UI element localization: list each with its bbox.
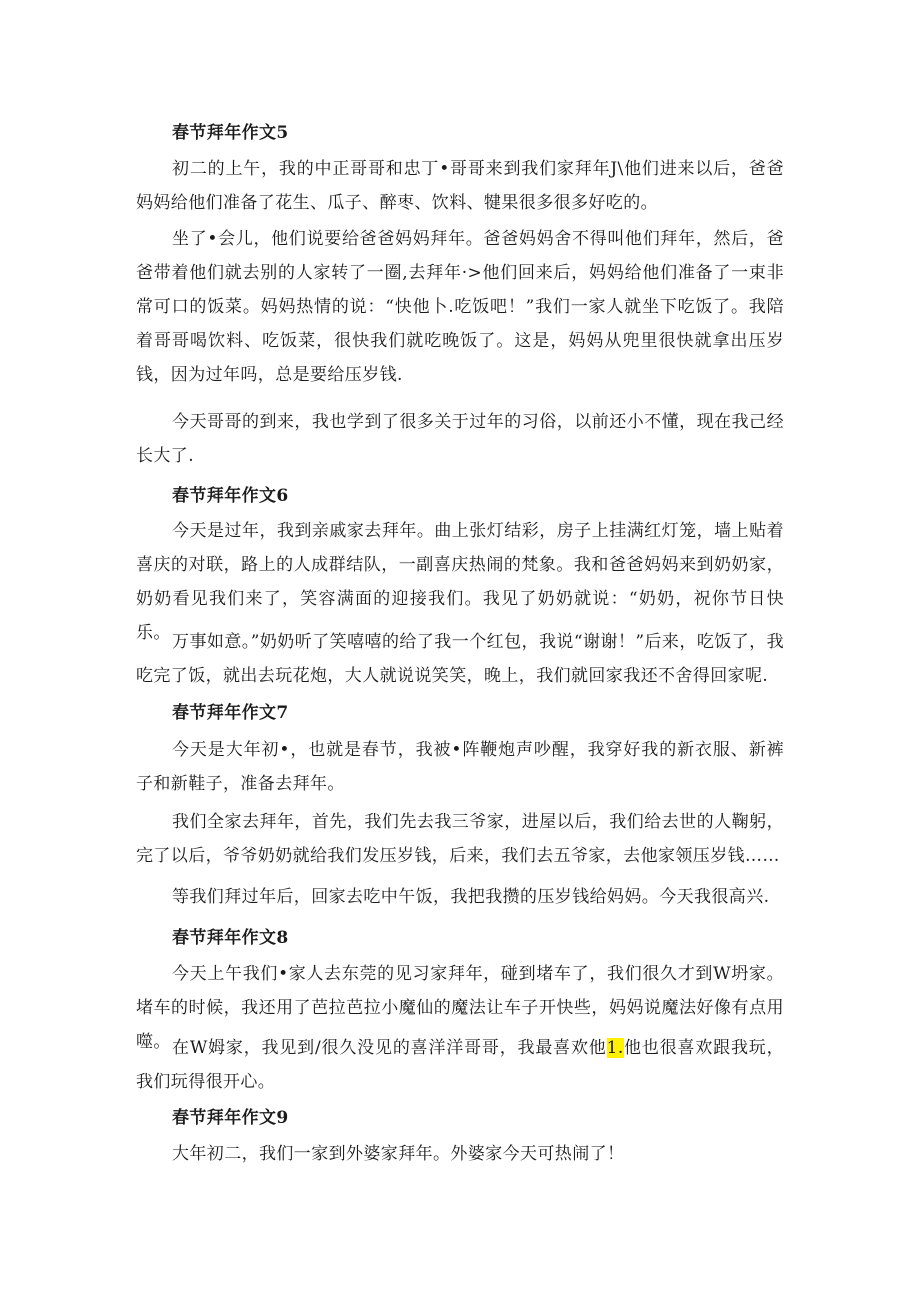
paragraph: 今天是大年初•，也就是春节，我被•阵鞭炮声吵醒，我穿好我的新衣服、新裤子和新鞋子，准备去拜年。 (136, 740, 784, 794)
paragraph (136, 1031, 784, 1099)
section-heading: 春节拜年作文6 (172, 486, 289, 506)
paragraph: 今天上午我们•家人去东莞的见习家拜年，碰到堵车了，我们很久才到W坍家。堵车的时候，我还用了芭拉芭拉小魔仙的魔法让车子开快些，妈妈说魔法好像有点用噬。 (136, 964, 784, 1052)
section-heading: 春节拜年作文5 (172, 123, 289, 143)
paragraph-text: 在W姆家，我见到/很久没见的喜洋洋哥哥，我最喜欢他 (172, 1038, 607, 1058)
paragraph: 今天是过年，我到亲戚家去拜年。曲上张灯结彩，房子上挂满红灯笼，墙上贴着喜庆的对联，路上的人成群结队，一副喜庆热闹的梵象。我和爸爸妈妈来到奶奶家，奶奶看见我们来了，笑容满面的迎接我们。我见了奶奶就说：“奶奶，祝你节日快乐。 (136, 521, 784, 643)
paragraph: 我们全家去拜年，首先，我们先去我三爷家，进屋以后，我们给去世的人鞠躬，完了以后，爷爷奶奶就给我们发压岁钱，后来，我们去五爷家，去他家领压岁钱…… (136, 812, 784, 866)
paragraph: 万事如意。”奶奶听了笑嘻嘻的给了我一个红包，我说“谢谢！”后来，吃饭了，我吃完了饭，就出去玩花炮，大人就说说笑笑，晚上，我们就回家我还不舍得回家呢. (136, 632, 784, 686)
paragraph: 等我们拜过年后，回家去吃中午饭，我把我攒的压岁钱给妈妈。今天我很高兴. (172, 887, 770, 907)
section-heading: 春节拜年作文7 (172, 703, 289, 723)
paragraph: 今天哥哥的到来，我也学到了很多关于过年的习俗，以前还小不懂，现在我己经长大了. (136, 412, 784, 466)
paragraph: 坐了•会儿，他们说要给爸爸妈妈拜年。爸爸妈妈舍不得叫他们拜年，然后，爸爸带着他们就去别的人家转了一圈,去拜年·>他们回来后，妈妈给他们准备了一束非常可口的饭菜。妈妈热情的说：“快他卜.吃饭吧！”我们一家人就坐下吃饭了。我陪着哥哥喝饮料、吃饭菜，很快我们就吃晚饭了。这是，妈妈从兜里很快就拿出压岁钱，因为过年吗，总是要给压岁钱. (136, 229, 784, 385)
paragraph: 大年初二，我们一家到外婆家拜年。外婆家今天可热闹了！ (172, 1144, 625, 1164)
highlighted-text: 1. (606, 1038, 624, 1058)
paragraph-text: 他也很喜欢跟我玩，我们玩得很开心。 (136, 1038, 784, 1092)
section-heading: 春节拜年作文9 (172, 1108, 289, 1128)
section-heading: 春节拜年作文8 (172, 928, 289, 948)
paragraph: 初二的上午，我的中正哥哥和忠丁•哥哥来到我们家拜年J\他们进来以后，爸爸妈妈给他们准备了花生、瓜子、醉枣、饮料、犍果很多很多好吃的。 (136, 159, 784, 213)
